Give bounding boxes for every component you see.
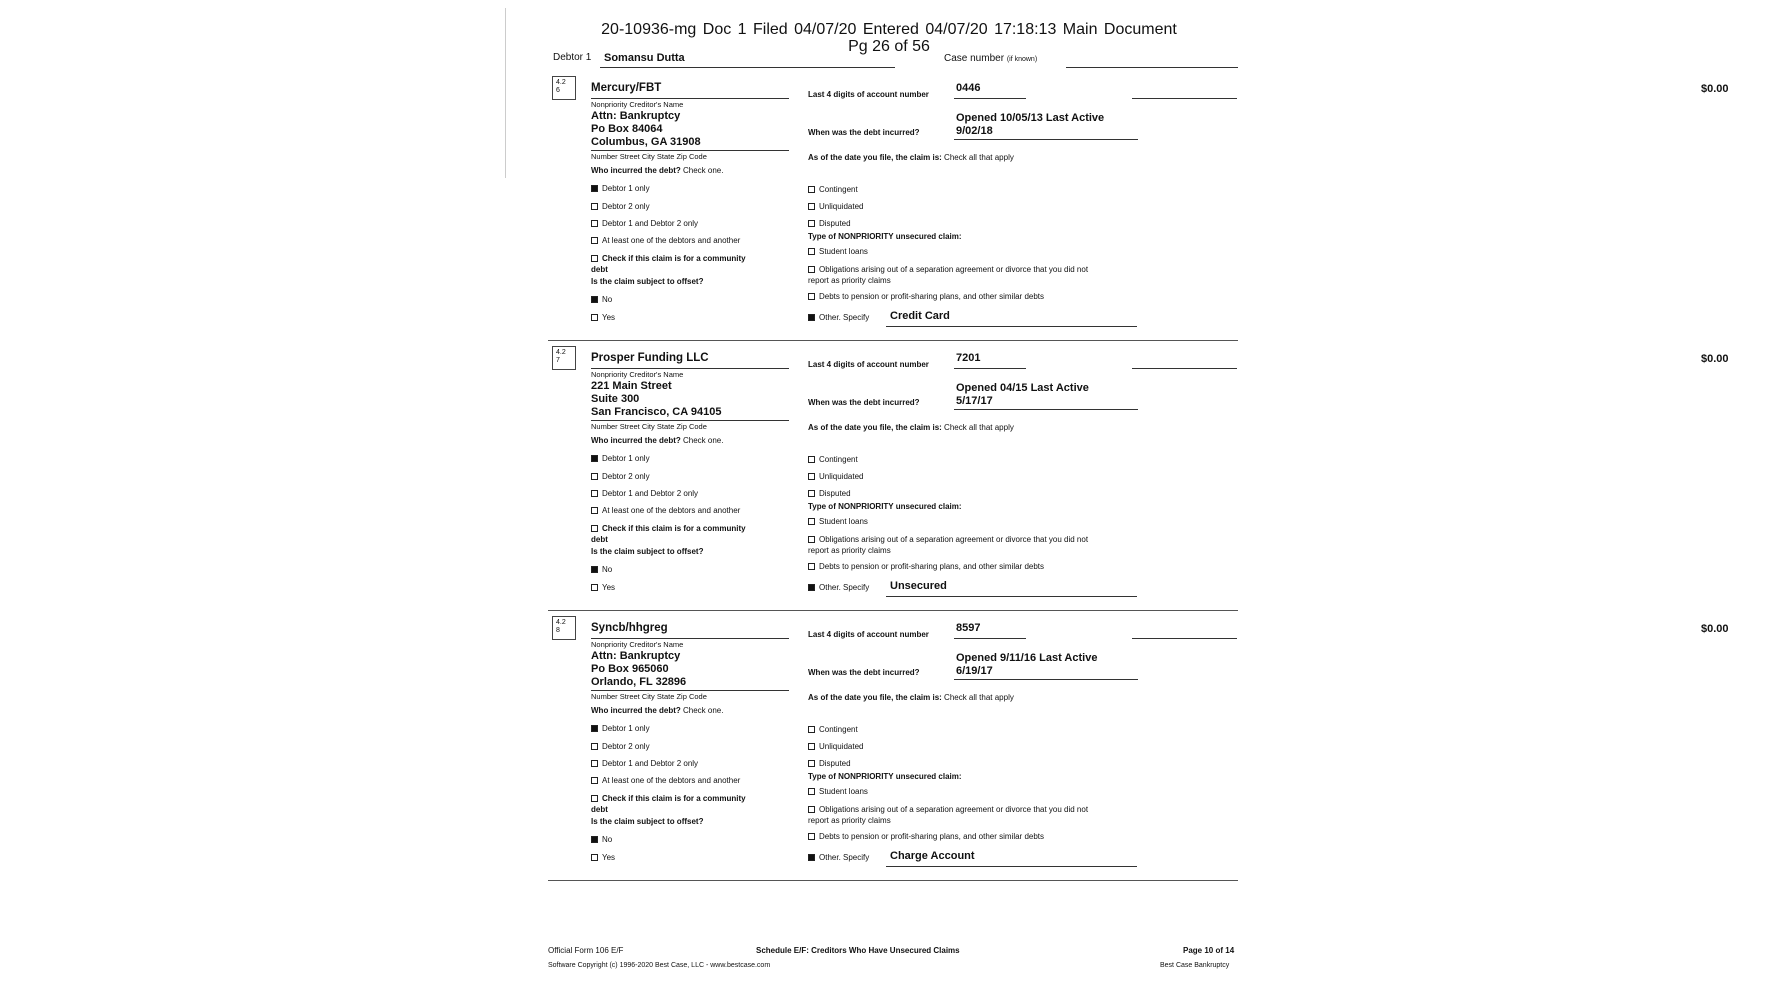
community-debt-checkbox-label: Check if this claim is for a community bbox=[602, 524, 746, 533]
creditor-address-line2: Po Box 965060 bbox=[591, 663, 669, 675]
claim-number-box bbox=[552, 616, 576, 640]
claim-separator bbox=[548, 610, 1238, 611]
claim-number-bottom: 8 bbox=[556, 627, 560, 634]
creditor-address-line2: Suite 300 bbox=[591, 393, 640, 405]
opened-info: Opened 10/05/13 Last Active bbox=[956, 112, 1105, 124]
offset-yes-checkbox-label: Yes bbox=[602, 313, 616, 322]
debtor1-only-checkbox-label: Debtor 1 only bbox=[602, 184, 650, 193]
debtor1-only-checkbox[interactable] bbox=[591, 184, 650, 193]
account-underline bbox=[954, 98, 1026, 99]
address-caption: Number Street City State Zip Code bbox=[591, 152, 707, 161]
obligations-checkbox-label: Obligations arising out of a separation agreement or divorce that you did not bbox=[819, 535, 1089, 544]
specify-underline bbox=[886, 326, 1137, 327]
creditor-name-caption: Nonpriority Creditor's Name bbox=[591, 100, 684, 109]
offset-label: Is the claim subject to offset? bbox=[591, 277, 704, 286]
pension-checkbox-box[interactable] bbox=[808, 563, 815, 570]
obligations-label-cont: report as priority claims bbox=[808, 546, 891, 555]
creditor-name-caption: Nonpriority Creditor's Name bbox=[591, 640, 684, 649]
offset-label: Is the claim subject to offset? bbox=[591, 817, 704, 826]
who-incurred-label: Who incurred the debt? Check one. bbox=[591, 706, 724, 715]
contingent-checkbox[interactable] bbox=[808, 725, 858, 734]
debtor2-only-checkbox[interactable] bbox=[591, 202, 650, 211]
claim-block bbox=[548, 616, 1729, 886]
offset-no-checkbox-box[interactable] bbox=[591, 296, 598, 303]
debtor1-only-checkbox-box[interactable] bbox=[591, 725, 598, 732]
creditor-address-line1: Attn: Bankruptcy bbox=[591, 110, 681, 122]
community-debt-checkbox-box[interactable] bbox=[591, 255, 598, 262]
pension-checkbox-box[interactable] bbox=[808, 293, 815, 300]
disputed-checkbox-label: Disputed bbox=[819, 759, 851, 768]
community-debt-label-cont: debt bbox=[591, 535, 608, 544]
as-of-label: As of the date you file, the claim is: Check all that apply bbox=[808, 153, 1014, 162]
obligations-checkbox[interactable] bbox=[808, 265, 1088, 274]
footer-copyright: Software Copyright (c) 1996-2020 Best Case, LLC - www.bestcase.com bbox=[548, 962, 771, 969]
creditor-address-line3: San Francisco, CA 94105 bbox=[591, 406, 722, 418]
at-least-one-checkbox-label: At least one of the debtors and another bbox=[602, 506, 741, 515]
last4-label: Last 4 digits of account number bbox=[808, 360, 929, 369]
offset-yes-checkbox-label: Yes bbox=[602, 853, 616, 862]
student-loans-checkbox-label: Student loans bbox=[819, 517, 868, 526]
disputed-checkbox-label: Disputed bbox=[819, 489, 851, 498]
disputed-checkbox[interactable] bbox=[808, 219, 851, 228]
other-specify-checkbox-box[interactable] bbox=[808, 584, 815, 591]
amount-underline bbox=[1132, 98, 1237, 99]
contingent-checkbox-label: Contingent bbox=[819, 185, 858, 194]
date-underline bbox=[954, 139, 1138, 140]
date-underline bbox=[954, 409, 1138, 410]
amount-underline bbox=[1132, 368, 1237, 369]
debtor1-and-2-checkbox-box[interactable] bbox=[591, 490, 598, 497]
type-nonpriority-label: Type of NONPRIORITY unsecured claim: bbox=[808, 502, 962, 511]
claim-separator bbox=[548, 880, 1238, 881]
account-last4: 0446 bbox=[956, 82, 981, 94]
obligations-label-cont: report as priority claims bbox=[808, 816, 891, 825]
contingent-checkbox-box[interactable] bbox=[808, 726, 815, 733]
claim-block bbox=[548, 346, 1729, 616]
student-loans-checkbox-label: Student loans bbox=[819, 787, 868, 796]
claim-number-top: 4.2 bbox=[556, 79, 566, 86]
at-least-one-checkbox-box[interactable] bbox=[591, 777, 598, 784]
disputed-checkbox[interactable] bbox=[808, 489, 851, 498]
footer-form: Official Form 106 E/F bbox=[548, 946, 624, 955]
other-specify-value: Charge Account bbox=[890, 850, 975, 862]
debtor1-and-2-checkbox[interactable] bbox=[591, 219, 698, 228]
debtor1-and-2-checkbox-box[interactable] bbox=[591, 220, 598, 227]
account-underline bbox=[954, 368, 1026, 369]
other-specify-checkbox-label: Other. Specify bbox=[819, 583, 870, 592]
debtor-name: Somansu Dutta bbox=[604, 52, 685, 64]
claim-number-box bbox=[552, 346, 576, 370]
address-underline bbox=[591, 420, 789, 421]
case-number-label: Case number (if known) bbox=[944, 53, 1038, 64]
who-incurred-label: Who incurred the debt? Check one. bbox=[591, 166, 724, 175]
debtor1-only-checkbox-box[interactable] bbox=[591, 185, 598, 192]
contingent-checkbox-label: Contingent bbox=[819, 725, 858, 734]
claim-block bbox=[548, 76, 1729, 346]
debtor2-only-checkbox-label: Debtor 2 only bbox=[602, 202, 650, 211]
debtor1-and-2-checkbox-label: Debtor 1 and Debtor 2 only bbox=[602, 219, 699, 228]
at-least-one-checkbox-label: At least one of the debtors and another bbox=[602, 236, 741, 245]
creditor-name-underline bbox=[591, 98, 789, 99]
unliquidated-checkbox[interactable] bbox=[808, 472, 863, 481]
pension-checkbox[interactable] bbox=[808, 292, 1044, 301]
unliquidated-checkbox-label: Unliquidated bbox=[819, 742, 864, 751]
opened-info: Opened 9/11/16 Last Active bbox=[956, 652, 1098, 664]
offset-yes-checkbox-box[interactable] bbox=[591, 584, 598, 591]
offset-yes-checkbox-box[interactable] bbox=[591, 854, 598, 861]
pension-checkbox-label: Debts to pension or profit-sharing plans, and other similar debts bbox=[819, 292, 1045, 301]
pension-checkbox[interactable] bbox=[808, 562, 1044, 571]
address-caption: Number Street City State Zip Code bbox=[591, 422, 707, 431]
obligations-checkbox[interactable] bbox=[808, 805, 1088, 814]
offset-no-checkbox[interactable] bbox=[591, 565, 612, 574]
student-loans-checkbox[interactable] bbox=[808, 787, 868, 796]
offset-yes-checkbox[interactable] bbox=[591, 583, 615, 592]
offset-yes-checkbox-label: Yes bbox=[602, 583, 616, 592]
offset-yes-checkbox[interactable] bbox=[591, 853, 615, 862]
debtor-underline bbox=[600, 67, 895, 68]
unliquidated-checkbox-box[interactable] bbox=[808, 743, 815, 750]
offset-no-checkbox-box[interactable] bbox=[591, 566, 598, 573]
debtor2-only-checkbox-box[interactable] bbox=[591, 203, 598, 210]
offset-yes-checkbox[interactable] bbox=[591, 313, 615, 322]
type-nonpriority-label: Type of NONPRIORITY unsecured claim: bbox=[808, 772, 962, 781]
type-nonpriority-label: Type of NONPRIORITY unsecured claim: bbox=[808, 232, 962, 241]
account-underline bbox=[954, 638, 1026, 639]
pension-checkbox-label: Debts to pension or profit-sharing plans, and other similar debts bbox=[819, 832, 1045, 841]
who-incurred-label: Who incurred the debt? Check one. bbox=[591, 436, 724, 445]
debtor2-only-checkbox-box[interactable] bbox=[591, 473, 598, 480]
debtor2-only-checkbox-box[interactable] bbox=[591, 743, 598, 750]
when-incurred-label: When was the debt incurred? bbox=[808, 398, 920, 407]
claim-number-bottom: 7 bbox=[556, 357, 560, 364]
contingent-checkbox-box[interactable] bbox=[808, 456, 815, 463]
specify-underline bbox=[886, 866, 1137, 867]
claim-number-bottom: 6 bbox=[556, 87, 560, 94]
last-active-date: 5/17/17 bbox=[956, 395, 993, 407]
offset-no-checkbox-label: No bbox=[602, 835, 613, 844]
obligations-checkbox-box[interactable] bbox=[808, 806, 815, 813]
other-specify-checkbox-label: Other. Specify bbox=[819, 853, 870, 862]
creditor-name: Mercury/FBT bbox=[591, 82, 662, 94]
debtor1-only-checkbox[interactable] bbox=[591, 454, 650, 463]
debtor1-and-2-checkbox-box[interactable] bbox=[591, 760, 598, 767]
at-least-one-checkbox-box[interactable] bbox=[591, 237, 598, 244]
community-debt-checkbox[interactable] bbox=[591, 794, 746, 803]
at-least-one-checkbox[interactable] bbox=[591, 506, 740, 515]
offset-no-checkbox[interactable] bbox=[591, 835, 612, 844]
creditor-address-line3: Orlando, FL 32896 bbox=[591, 676, 687, 688]
contingent-checkbox-label: Contingent bbox=[819, 455, 858, 464]
disputed-checkbox-box[interactable] bbox=[808, 760, 815, 767]
community-debt-checkbox-label: Check if this claim is for a community bbox=[602, 254, 746, 263]
claim-amount: $0.00 bbox=[1701, 83, 1729, 95]
creditor-name: Syncb/hhgreg bbox=[591, 622, 668, 634]
at-least-one-checkbox[interactable] bbox=[591, 776, 740, 785]
as-of-label: As of the date you file, the claim is: Check all that apply bbox=[808, 693, 1014, 702]
obligations-checkbox-box[interactable] bbox=[808, 536, 815, 543]
last4-label: Last 4 digits of account number bbox=[808, 630, 929, 639]
student-loans-checkbox-box[interactable] bbox=[808, 248, 815, 255]
obligations-checkbox[interactable] bbox=[808, 535, 1088, 544]
offset-no-checkbox[interactable] bbox=[591, 295, 612, 304]
unliquidated-checkbox-box[interactable] bbox=[808, 473, 815, 480]
obligations-checkbox-label: Obligations arising out of a separation agreement or divorce that you did not bbox=[819, 805, 1089, 814]
community-debt-checkbox-box[interactable] bbox=[591, 525, 598, 532]
debtor1-only-checkbox-box[interactable] bbox=[591, 455, 598, 462]
contingent-checkbox[interactable] bbox=[808, 185, 858, 194]
unliquidated-checkbox-label: Unliquidated bbox=[819, 202, 864, 211]
court-header-page: Pg 26 of 56 bbox=[848, 38, 930, 55]
community-debt-checkbox-box[interactable] bbox=[591, 795, 598, 802]
claim-number-top: 4.2 bbox=[556, 349, 566, 356]
pension-checkbox[interactable] bbox=[808, 832, 1044, 841]
debtor2-only-checkbox[interactable] bbox=[591, 472, 650, 481]
student-loans-checkbox-label: Student loans bbox=[819, 247, 868, 256]
address-caption: Number Street City State Zip Code bbox=[591, 692, 707, 701]
other-specify-checkbox-box[interactable] bbox=[808, 314, 815, 321]
student-loans-checkbox-box[interactable] bbox=[808, 518, 815, 525]
community-debt-checkbox[interactable] bbox=[591, 524, 746, 533]
offset-no-checkbox-label: No bbox=[602, 565, 613, 574]
at-least-one-checkbox[interactable] bbox=[591, 236, 740, 245]
other-specify-value: Unsecured bbox=[890, 580, 947, 592]
debtor2-only-checkbox[interactable] bbox=[591, 742, 650, 751]
last-active-date: 6/19/17 bbox=[956, 665, 993, 677]
address-underline bbox=[591, 150, 789, 151]
account-last4: 8597 bbox=[956, 622, 981, 634]
creditor-name-underline bbox=[591, 638, 789, 639]
creditor-name-caption: Nonpriority Creditor's Name bbox=[591, 370, 684, 379]
disputed-checkbox-label: Disputed bbox=[819, 219, 851, 228]
when-incurred-label: When was the debt incurred? bbox=[808, 668, 920, 677]
claim-amount: $0.00 bbox=[1701, 623, 1729, 635]
footer-page: Page 10 of 14 bbox=[1183, 946, 1235, 955]
unliquidated-checkbox[interactable] bbox=[808, 202, 863, 211]
footer-brand: Best Case Bankruptcy bbox=[1160, 962, 1230, 969]
footer-schedule: Schedule E/F: Creditors Who Have Unsecured Claims bbox=[756, 946, 960, 955]
other-specify-checkbox-box[interactable] bbox=[808, 854, 815, 861]
creditor-name-underline bbox=[591, 368, 789, 369]
community-debt-label-cont: debt bbox=[591, 805, 608, 814]
contingent-checkbox[interactable] bbox=[808, 455, 858, 464]
unliquidated-checkbox[interactable] bbox=[808, 742, 863, 751]
as-of-label: As of the date you file, the claim is: Check all that apply bbox=[808, 423, 1014, 432]
disputed-checkbox-box[interactable] bbox=[808, 220, 815, 227]
claim-number-box bbox=[552, 76, 576, 100]
creditor-address-line2: Po Box 84064 bbox=[591, 123, 663, 135]
creditor-name: Prosper Funding LLC bbox=[591, 352, 709, 364]
obligations-label-cont: report as priority claims bbox=[808, 276, 891, 285]
community-debt-checkbox-label: Check if this claim is for a community bbox=[602, 794, 746, 803]
claim-separator bbox=[548, 340, 1238, 341]
pension-checkbox-box[interactable] bbox=[808, 833, 815, 840]
obligations-checkbox-box[interactable] bbox=[808, 266, 815, 273]
account-last4: 7201 bbox=[956, 352, 981, 364]
debtor1-only-checkbox[interactable] bbox=[591, 724, 650, 733]
other-specify-value: Credit Card bbox=[890, 310, 950, 322]
last4-label: Last 4 digits of account number bbox=[808, 90, 929, 99]
creditor-address-line1: 221 Main Street bbox=[591, 380, 672, 392]
claim-number-top: 4.2 bbox=[556, 619, 566, 626]
other-specify-checkbox[interactable] bbox=[808, 853, 869, 862]
other-specify-checkbox-label: Other. Specify bbox=[819, 313, 870, 322]
amount-underline bbox=[1132, 638, 1237, 639]
debtor2-only-checkbox-label: Debtor 2 only bbox=[602, 742, 650, 751]
date-underline bbox=[954, 679, 1138, 680]
obligations-checkbox-label: Obligations arising out of a separation agreement or divorce that you did not bbox=[819, 265, 1089, 274]
student-loans-checkbox-box[interactable] bbox=[808, 788, 815, 795]
contingent-checkbox-box[interactable] bbox=[808, 186, 815, 193]
disputed-checkbox[interactable] bbox=[808, 759, 851, 768]
debtor1-and-2-checkbox[interactable] bbox=[591, 759, 698, 768]
at-least-one-checkbox-box[interactable] bbox=[591, 507, 598, 514]
debtor1-and-2-checkbox[interactable] bbox=[591, 489, 698, 498]
creditor-address-line1: Attn: Bankruptcy bbox=[591, 650, 681, 662]
case-number-field bbox=[1066, 67, 1238, 68]
debtor1-and-2-checkbox-label: Debtor 1 and Debtor 2 only bbox=[602, 489, 699, 498]
debtor1-only-checkbox-label: Debtor 1 only bbox=[602, 724, 650, 733]
offset-yes-checkbox-box[interactable] bbox=[591, 314, 598, 321]
debtor1-only-checkbox-label: Debtor 1 only bbox=[602, 454, 650, 463]
disputed-checkbox-box[interactable] bbox=[808, 490, 815, 497]
offset-no-checkbox-label: No bbox=[602, 295, 613, 304]
debtor2-only-checkbox-label: Debtor 2 only bbox=[602, 472, 650, 481]
claim-amount: $0.00 bbox=[1701, 353, 1729, 365]
student-loans-checkbox[interactable] bbox=[808, 247, 868, 256]
unliquidated-checkbox-box[interactable] bbox=[808, 203, 815, 210]
debtor1-and-2-checkbox-label: Debtor 1 and Debtor 2 only bbox=[602, 759, 699, 768]
creditor-address-line3: Columbus, GA 31908 bbox=[591, 136, 701, 148]
other-specify-checkbox[interactable] bbox=[808, 313, 869, 322]
court-header-line: 20-10936-mg Doc 1 Filed 04/07/20 Entered 04/07/20 17:18:13 Main Document bbox=[601, 21, 1177, 38]
when-incurred-label: When was the debt incurred? bbox=[808, 128, 920, 137]
student-loans-checkbox[interactable] bbox=[808, 517, 868, 526]
address-underline bbox=[591, 690, 789, 691]
other-specify-checkbox[interactable] bbox=[808, 583, 869, 592]
pension-checkbox-label: Debts to pension or profit-sharing plans, and other similar debts bbox=[819, 562, 1045, 571]
debtor-label: Debtor 1 bbox=[553, 52, 592, 63]
community-debt-checkbox[interactable] bbox=[591, 254, 746, 263]
unliquidated-checkbox-label: Unliquidated bbox=[819, 472, 864, 481]
community-debt-label-cont: debt bbox=[591, 265, 608, 274]
offset-no-checkbox-box[interactable] bbox=[591, 836, 598, 843]
offset-label: Is the claim subject to offset? bbox=[591, 547, 704, 556]
last-active-date: 9/02/18 bbox=[956, 125, 993, 137]
specify-underline bbox=[886, 596, 1137, 597]
opened-info: Opened 04/15 Last Active bbox=[956, 382, 1089, 394]
at-least-one-checkbox-label: At least one of the debtors and another bbox=[602, 776, 741, 785]
